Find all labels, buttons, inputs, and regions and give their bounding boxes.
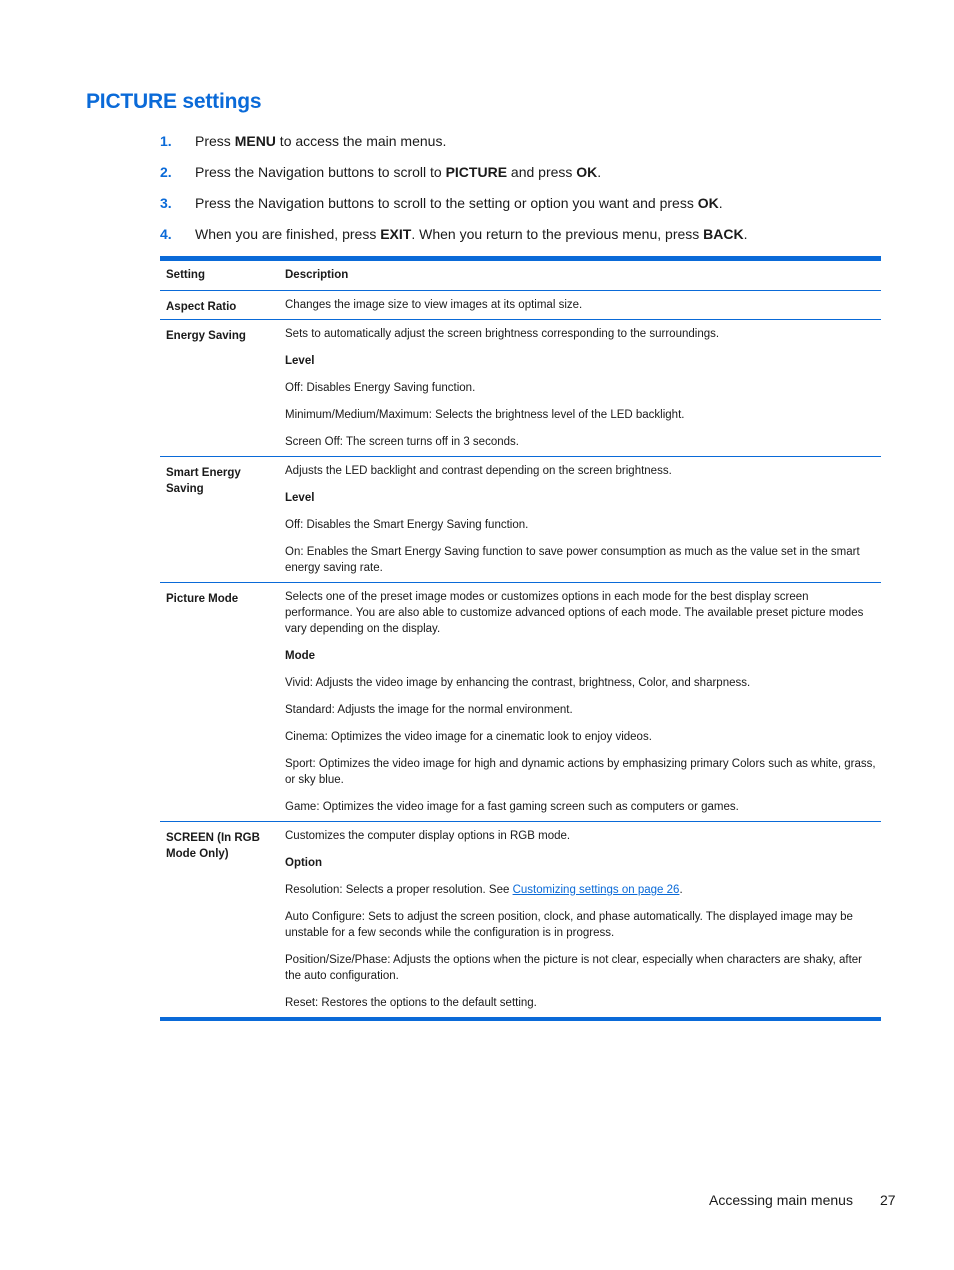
step-keyword: OK [697, 195, 719, 211]
description-paragraph: Selects one of the preset image modes or customizes options in each mode for the best display screen performance. You are also able to customize advanced options of each mode. The available preset picture modes vary depending on the display. [285, 591, 864, 635]
step-number: 4. [160, 226, 172, 242]
step-text-part: When you are finished, press [195, 226, 381, 242]
table-header [160, 256, 881, 291]
step-text-part: to access the main menus. [275, 133, 447, 149]
step-text [195, 131, 446, 151]
step-keyword: PICTURE [445, 164, 508, 180]
step-keyword: OK [576, 164, 598, 180]
description-paragraph: Changes the image size to view images at its optimal size. [285, 299, 583, 311]
description-paragraph: Sets to automatically adjust the screen brightness corresponding to the surroundings. [285, 328, 720, 340]
page-title: PICTURE settings [86, 90, 262, 113]
description-subheading: Option [285, 857, 323, 869]
setting-description [285, 583, 877, 821]
description-paragraph: Minimum/Medium/Maximum: Selects the brightness level of the LED backlight. [285, 409, 685, 421]
table-body [160, 291, 881, 1021]
setting-name: Picture Mode [166, 593, 239, 605]
description-paragraph: Position/Size/Phase: Adjusts the options when the picture is not clear, especially when characters are shaky, after the auto configuration. [285, 954, 863, 982]
description-paragraph: Cinema: Optimizes the video image for a cinematic look to enjoy videos. [285, 731, 652, 743]
setting-description [285, 822, 877, 1017]
setting-description [285, 457, 877, 582]
step-number: 1. [160, 133, 172, 149]
description-subheading: Level [285, 355, 315, 367]
description-text: . [679, 884, 683, 896]
setting-name: Energy Saving [166, 330, 246, 342]
step-text-part: and press [507, 164, 577, 180]
step-keyword: BACK [703, 226, 744, 242]
cross-reference-link[interactable]: Customizing settings on page 26 [512, 884, 680, 896]
description-paragraph: Vivid: Adjusts the video image by enhancing the contrast, brightness, Color, and sharpness. [285, 677, 751, 689]
step-item [160, 131, 890, 162]
setting-description [285, 291, 877, 319]
step-number: 2. [160, 164, 172, 180]
step-item [160, 193, 890, 224]
step-text-part: . When you return to the previous menu, press [411, 226, 704, 242]
description-text: Resolution: Selects a proper resolution. See [285, 884, 513, 896]
step-text [195, 224, 748, 244]
step-item [160, 162, 890, 193]
header-setting: Setting [166, 269, 205, 281]
step-text-part: Press the Navigation buttons to scroll to [195, 164, 446, 180]
description-paragraph: Customizes the computer display options in RGB mode. [285, 830, 571, 842]
table-row [160, 822, 881, 1021]
step-text [195, 193, 723, 213]
description-paragraph: Reset: Restores the options to the default setting. [285, 997, 537, 1009]
step-text-part: Press the Navigation buttons to scroll to the setting or option you want and press [195, 195, 698, 211]
step-text-part: . [743, 226, 748, 242]
setting-description [285, 320, 877, 456]
description-paragraph: Game: Optimizes the video image for a fast gaming screen such as computers or games. [285, 801, 739, 813]
table-row [160, 583, 881, 822]
description-subheading: Mode [285, 650, 316, 662]
footer-section: Accessing main menus [709, 1192, 853, 1208]
step-number: 3. [160, 195, 172, 211]
table-row [160, 320, 881, 457]
step-keyword: EXIT [380, 226, 412, 242]
step-text-part: . [718, 195, 723, 211]
description-paragraph: Auto Configure: Sets to adjust the screen position, clock, and phase automatically. The displayed image may be unstable for a few seconds while the configuration is in progress. [285, 911, 853, 939]
footer-page-number: 27 [880, 1192, 896, 1208]
description-paragraph: Screen Off: The screen turns off in 3 seconds. [285, 436, 519, 448]
description-paragraph: Standard: Adjusts the image for the normal environment. [285, 704, 573, 716]
table-row [160, 457, 881, 583]
step-keyword: MENU [234, 133, 276, 149]
setting-name: Aspect Ratio [166, 301, 237, 313]
step-text-part: Press [195, 133, 235, 149]
description-subheading: Level [285, 492, 315, 504]
description-paragraph: On: Enables the Smart Energy Saving function to save power consumption as much as the value set in the smart energy saving rate. [285, 546, 860, 574]
step-text-part: . [597, 164, 602, 180]
table-row [160, 291, 881, 320]
header-description: Description [285, 269, 349, 281]
step-text [195, 162, 601, 182]
setting-name: Smart Energy Saving [166, 467, 241, 495]
setting-name: SCREEN (In RGB Mode Only) [166, 832, 260, 860]
description-paragraph: Off: Disables the Smart Energy Saving function. [285, 519, 529, 531]
description-paragraph [285, 881, 877, 899]
description-paragraph: Sport: Optimizes the video image for high and dynamic actions by emphasizing primary Colors such as white, grass, or sky blue. [285, 758, 876, 786]
step-item [160, 224, 890, 255]
description-paragraph: Off: Disables Energy Saving function. [285, 382, 476, 394]
settings-table [160, 256, 881, 1021]
description-paragraph: Adjusts the LED backlight and contrast depending on the screen brightness. [285, 465, 672, 477]
steps-list [160, 131, 890, 255]
